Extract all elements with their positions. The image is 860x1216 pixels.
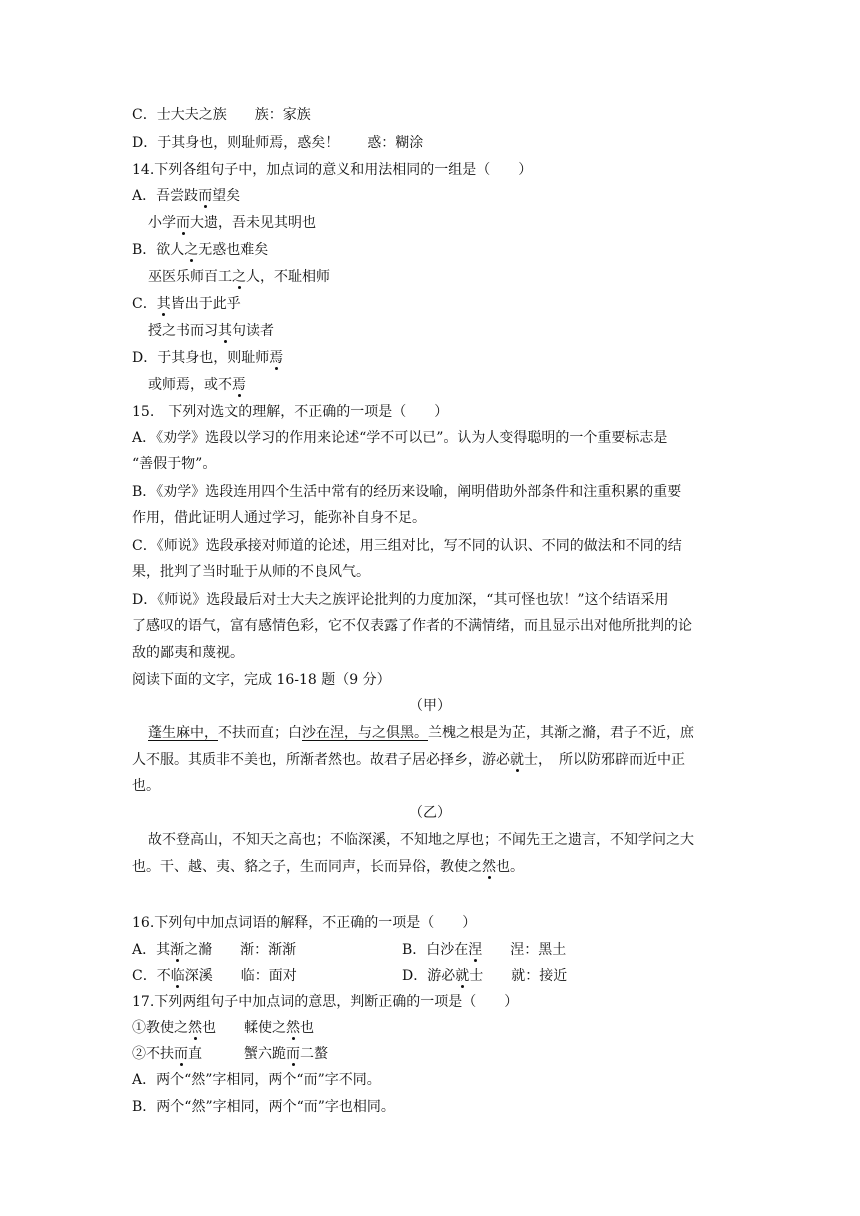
passage-yi-line1: 故不登高山，不知天之高也；不临深溪，不知地之厚也；不闻先王之遗言，不知学问之大 <box>148 832 694 848</box>
option-13c: C．士大夫之族 族：家族 <box>132 107 311 123</box>
option-15a-line2: “善假于物”。 <box>132 456 217 472</box>
dotted-word: 而 <box>174 1046 188 1062</box>
question-14: 14.下列各组句子中，加点词的意义和用法相同的一组是（ ） <box>132 162 533 178</box>
dotted-word: 就 <box>455 968 470 984</box>
option-15d-line1: D．《师说》选段最后对士大夫之族评论批判的力度加深，“其可怪也欤！”这个结语采用 <box>132 592 669 608</box>
dotted-word: 其 <box>218 323 232 339</box>
option-16a: A．其渐之滫 渐：渐渐 <box>132 942 297 958</box>
question-17-group1: ①教使之然也 輮使之然也 <box>132 1020 314 1036</box>
option-13d: D．于其身也，则耻师焉，惑矣！ 惑：糊涂 <box>132 135 424 151</box>
option-14b-line1: B．欲人之无惑也难矣 <box>132 242 269 258</box>
option-14d-line1: D．于其身也，则耻师焉 <box>132 350 284 366</box>
dotted-word: 而 <box>176 215 190 231</box>
option-17b: B．两个“然”字相同，两个“而”字也相同。 <box>132 1099 395 1115</box>
question-17-group2: ②不扶而直 蟹六跪而二螯 <box>132 1046 328 1062</box>
dotted-word: 就 <box>510 752 524 768</box>
passage-jia-heading: （甲） <box>409 698 451 714</box>
question-15: 15. 下列对选文的理解，不正确的一项是（ ） <box>132 404 449 420</box>
dotted-word: 其 <box>156 296 171 312</box>
dotted-word: 然 <box>188 1020 202 1036</box>
dotted-word: 涅 <box>468 942 483 958</box>
option-16d: D．游必就士 就：接近 <box>402 968 568 984</box>
passage-yi-line2: 也。干、越、夷、貉之子，生而同声，长而异俗，教使之然也。 <box>132 859 524 875</box>
dotted-word: 焉 <box>269 350 284 366</box>
passage-jia-line2: 人不服。其质非不美也，所渐者然也。故君子居必择乡，游必就士， 所以防邪辟而近中正 <box>132 752 685 768</box>
dotted-word: 然 <box>482 859 496 875</box>
option-15d-line3: 敌的鄙夷和蔑视。 <box>132 645 244 661</box>
passage-jia-line3: 也。 <box>132 778 160 794</box>
option-14c-line2: 授之书而习其句读者 <box>148 323 274 339</box>
underlined-text: 蓬生麻中， <box>148 725 218 741</box>
option-17a: A．两个“然”字相同，两个“而”字不同。 <box>132 1072 381 1088</box>
dotted-word: 焉 <box>232 377 246 393</box>
passage-jia-line1: 蓬生麻中，不扶而直；白沙在涅，与之俱黑。兰槐之根是为芷，其渐之滫，君子不近，庶 <box>148 725 694 741</box>
question-17: 17.下列两组句子中加点词的意思，判断正确的一项是（ ） <box>132 994 519 1010</box>
reading-instruction: 阅读下面的文字，完成 16-18 题（9 分） <box>132 672 391 688</box>
question-16: 16.下列句中加点词语的解释，不正确的一项是（ ） <box>132 915 477 931</box>
option-14b-line2: 巫医乐师百工之人，不耻相师 <box>148 269 330 285</box>
passage-yi-heading: （乙） <box>409 805 451 821</box>
dotted-word: 然 <box>286 1020 300 1036</box>
dotted-word: 之 <box>232 269 246 285</box>
underlined-text: 沙在涅，与之俱黑。 <box>302 725 428 741</box>
option-14a-line2: 小学而大遗，吾未见其明也 <box>148 215 316 231</box>
option-14c-line1: C．其皆出于此乎 <box>132 296 241 312</box>
option-15c-line1: C．《师说》选段承接对师道的论述，用三组对比，写不同的认识、不同的做法和不同的结 <box>132 538 682 554</box>
option-14d-line2: 或师焉，或不焉 <box>148 377 246 393</box>
option-16b: B．白沙在涅 涅：黑土 <box>402 942 567 958</box>
option-15b-line2: 作用，借此证明人通过学习，能弥补自身不足。 <box>132 510 426 526</box>
option-16c: C．不临深溪 临：面对 <box>132 968 297 984</box>
dotted-word: 之 <box>184 242 199 258</box>
dotted-word: 渐 <box>170 942 185 958</box>
option-15d-line2: 了感叹的语气，富有感情色彩，它不仅表露了作者的不满情绪，而且显示出对他所批判的论 <box>132 618 692 634</box>
option-15a-line1: A．《劝学》选段以学习的作用来论述“学不可以已”。认为人变得聪明的一个重要标志是 <box>132 430 668 446</box>
option-15b-line1: B．《劝学》选段连用四个生活中常有的经历来设喻，阐明借助外部条件和注重积累的重要 <box>132 484 682 500</box>
option-15c-line2: 果，批判了当时耻于从师的不良风气。 <box>132 564 370 580</box>
option-14a-line1: A．吾尝跂而望矣 <box>132 188 241 204</box>
dotted-word: 而 <box>198 188 213 204</box>
dotted-word: 而 <box>286 1046 300 1062</box>
dotted-word: 临 <box>170 968 185 984</box>
